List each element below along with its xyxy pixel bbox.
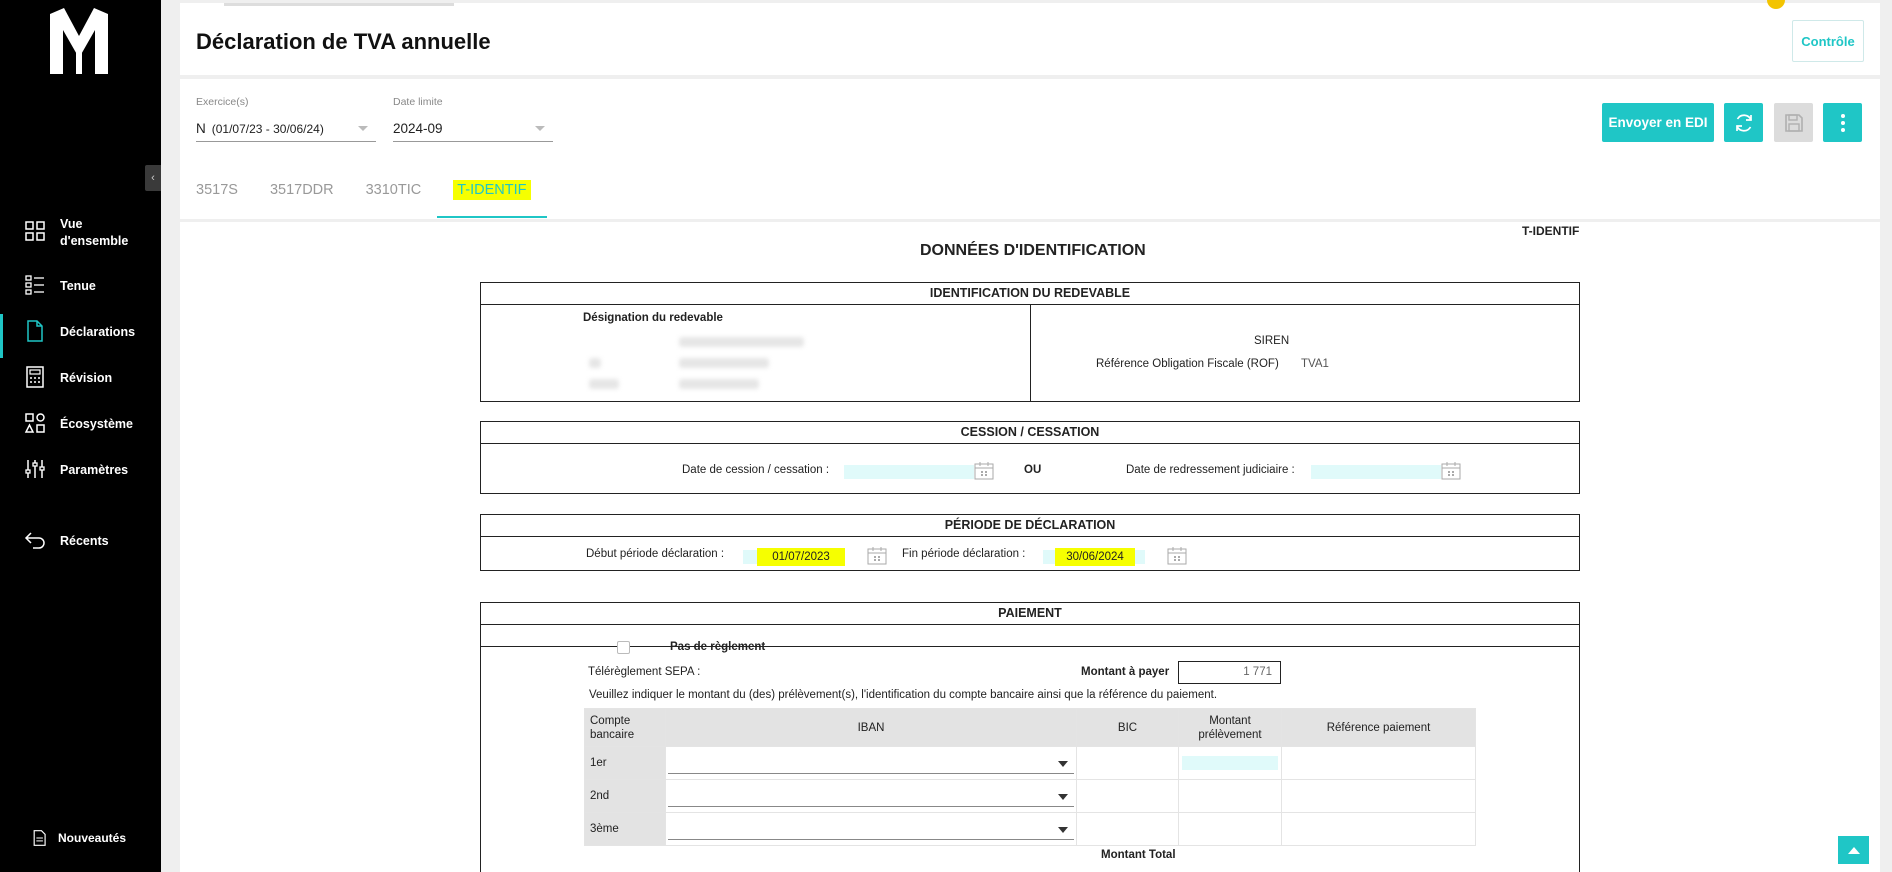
list-icon <box>24 274 46 296</box>
date-redressement-input[interactable] <box>1311 465 1441 479</box>
toolbar <box>180 79 1880 219</box>
sidebar-item-label: Nouveautés <box>58 831 127 845</box>
table-row <box>585 747 1476 780</box>
fin-periode-input[interactable]: 30/06/2024 <box>1055 548 1135 566</box>
sepa-label: Télérèglement SEPA : <box>588 666 701 678</box>
row-label: 3ème <box>585 813 666 846</box>
page-header <box>180 3 1880 75</box>
back-arrow-icon <box>24 529 46 551</box>
tab-3517ddr[interactable]: 3517DDR <box>269 182 334 198</box>
column-header-reference: Référence paiement <box>1282 709 1476 747</box>
bic-cell[interactable] <box>1077 747 1179 780</box>
calendar-icon[interactable] <box>974 462 994 480</box>
exercice-prefix: N <box>196 121 206 136</box>
chevron-down-icon <box>358 126 368 131</box>
section-divider <box>1030 305 1031 402</box>
tab-3310tic[interactable]: 3310TIC <box>365 182 422 198</box>
reference-cell[interactable] <box>1282 780 1476 813</box>
designation-label: Désignation du redevable <box>583 312 723 324</box>
calendar-icon[interactable] <box>1167 547 1187 565</box>
table-row <box>585 780 1476 813</box>
section-heading: IDENTIFICATION DU REDEVABLE <box>481 283 1579 305</box>
sidebar-item-label: Déclarations <box>60 325 136 339</box>
debut-periode-label: Début période déclaration : <box>586 548 725 560</box>
montant-cell[interactable] <box>1179 780 1282 813</box>
sliders-icon <box>24 458 46 480</box>
montant-total-label: Montant Total <box>1101 849 1176 861</box>
redacted-value <box>679 358 769 368</box>
iban-select[interactable] <box>668 752 1074 774</box>
collapse-sidebar-button[interactable]: ‹ <box>145 165 161 191</box>
sidebar <box>0 0 161 872</box>
form-title: DONNÉES D'IDENTIFICATION <box>920 242 1146 259</box>
calendar-icon[interactable] <box>867 547 887 565</box>
chevron-down-icon <box>535 126 545 131</box>
iban-select[interactable] <box>668 785 1074 807</box>
form-tabs <box>196 174 547 218</box>
montant-payer-label: Montant à payer <box>1081 666 1170 678</box>
montant-prelevement-input[interactable] <box>1182 756 1278 770</box>
date-redressement-label: Date de redressement judiciaire : <box>1126 464 1295 476</box>
logo <box>48 8 110 74</box>
tab-t-identif[interactable]: T-IDENTIF <box>437 174 546 218</box>
iban-cell <box>666 780 1077 813</box>
sidebar-item-label: Écosystème <box>60 417 133 431</box>
date-limite-select[interactable] <box>393 116 553 142</box>
sidebar-item-label: Vue d'ensemble <box>60 217 129 248</box>
table-header-row <box>585 709 1476 747</box>
send-edi-button[interactable]: Envoyer en EDI <box>1602 103 1714 142</box>
siren-label: SIREN <box>1254 335 1290 347</box>
section-heading: PÉRIODE DE DÉCLARATION <box>481 515 1579 537</box>
refresh-button[interactable] <box>1724 103 1763 142</box>
montant-cell <box>1179 747 1282 780</box>
column-header-bic: BIC <box>1077 709 1179 747</box>
redacted-value <box>679 379 759 389</box>
news-icon <box>32 829 48 847</box>
date-cession-input[interactable] <box>844 465 974 479</box>
calendar-icon[interactable] <box>1441 462 1461 480</box>
montant-payer-field[interactable]: 1 771 <box>1178 661 1281 684</box>
row-label: 1er <box>585 747 666 780</box>
cession-section <box>480 421 1580 494</box>
sidebar-item-label: Paramètres <box>60 463 129 477</box>
page-title: Déclaration de TVA annuelle <box>196 29 491 54</box>
notification-badge[interactable] <box>1767 0 1785 9</box>
pas-reglement-label: Pas de règlement <box>670 641 766 653</box>
fin-periode-label: Fin période déclaration : <box>902 548 1026 560</box>
save-icon <box>1784 113 1804 133</box>
save-button[interactable] <box>1774 103 1813 142</box>
redacted-value <box>679 337 804 347</box>
periode-section <box>480 514 1580 571</box>
sidebar-item-label: Révision <box>60 371 113 385</box>
form-code: T-IDENTIF <box>1522 224 1580 238</box>
reference-cell[interactable] <box>1282 747 1476 780</box>
column-header-montant: Montant prélèvement <box>1179 709 1282 747</box>
column-header-compte: Compte bancaire <box>585 709 666 747</box>
exercice-select[interactable] <box>196 116 376 142</box>
iban-cell <box>666 747 1077 780</box>
iban-select[interactable] <box>668 818 1074 840</box>
arrow-up-icon <box>1847 845 1861 855</box>
bank-accounts-table <box>584 708 1476 846</box>
montant-cell[interactable] <box>1179 813 1282 846</box>
document-icon <box>24 320 46 342</box>
grid-icon <box>24 220 46 242</box>
debut-periode-input[interactable]: 01/07/2023 <box>757 548 845 566</box>
exercice-label: Exercice(s) <box>196 96 249 108</box>
ecosystem-icon <box>24 412 46 434</box>
refresh-icon <box>1733 112 1755 134</box>
reference-cell[interactable] <box>1282 813 1476 846</box>
controle-button[interactable]: Contrôle <box>1792 20 1864 62</box>
chevron-down-icon <box>1058 794 1068 800</box>
iban-cell <box>666 813 1077 846</box>
bic-cell[interactable] <box>1077 780 1179 813</box>
redacted-value <box>589 358 601 368</box>
date-limite-value: 2024-09 <box>393 121 443 136</box>
kebab-menu-icon <box>1840 113 1846 133</box>
identification-section <box>480 282 1580 402</box>
chevron-down-icon <box>1058 761 1068 767</box>
top-tab-strip <box>224 3 454 6</box>
section-heading: PAIEMENT <box>481 603 1579 625</box>
instructions-text: Veuillez indiquer le montant du (des) prélèvement(s), l'identification du compte bancaire ainsi que la référence du paiement. <box>589 689 1218 701</box>
date-limite-label: Date limite <box>393 96 443 108</box>
exercice-value: (01/07/23 - 30/06/24) <box>211 121 324 136</box>
sidebar-item-label: Tenue <box>60 279 96 293</box>
section-heading: CESSION / CESSATION <box>481 422 1579 444</box>
redacted-value <box>589 379 619 389</box>
scroll-to-top-button[interactable] <box>1838 836 1869 864</box>
table-row <box>585 813 1476 846</box>
form-document <box>180 222 1880 872</box>
date-cession-label: Date de cession / cessation : <box>682 464 830 476</box>
ou-label: OU <box>1024 464 1042 476</box>
more-options-button[interactable] <box>1823 103 1862 142</box>
calculator-icon <box>24 366 46 388</box>
pas-reglement-checkbox[interactable] <box>617 641 630 654</box>
column-header-iban: IBAN <box>666 709 1077 747</box>
chevron-down-icon <box>1058 827 1068 833</box>
rof-value: TVA1 <box>1301 358 1329 370</box>
bic-cell[interactable] <box>1077 813 1179 846</box>
paiement-rule <box>480 626 1580 647</box>
row-label: 2nd <box>585 780 666 813</box>
rof-label: Référence Obligation Fiscale (ROF) <box>1096 358 1279 370</box>
main-content <box>180 0 1880 872</box>
sidebar-item-label: Récents <box>60 534 109 548</box>
tab-3517s[interactable]: 3517S <box>196 182 238 198</box>
